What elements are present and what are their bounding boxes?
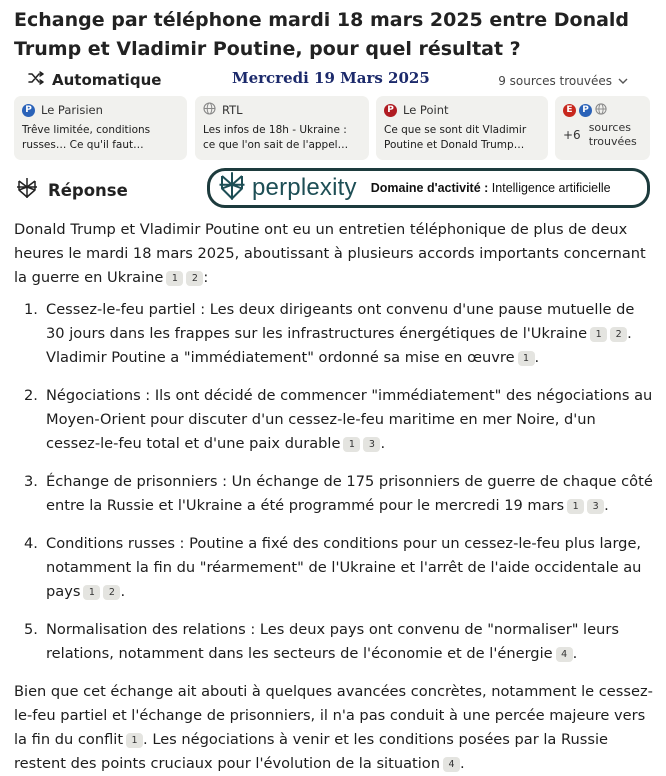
source-snippet: Les infos de 18h - Ukraine : ce que l'on sait de l'appel… bbox=[203, 124, 349, 151]
list-item-end: . bbox=[604, 497, 609, 514]
source-snippet: Trêve limitée, conditions russes… Ce qu'il faut… bbox=[22, 124, 151, 151]
page-title: Echange par téléphone mardi 18 mars 2025 entre Donald Trump et Vladimir Poutine, pour quel résultat ? bbox=[14, 9, 630, 60]
source-card-le-point[interactable] bbox=[376, 96, 548, 160]
citation-badge[interactable]: 1 bbox=[166, 271, 183, 286]
intro-text: Donald Trump et Vladimir Poutine ont eu un entretien téléphonique de plus de deux heures le mardi 18 mars 2025, aboutissant à plusieurs accords importants concernant la guerre en Ukraine bbox=[14, 221, 646, 286]
more-sources-label: sources trouvées bbox=[588, 121, 637, 148]
answer-content bbox=[14, 218, 654, 776]
domain-line bbox=[371, 181, 611, 195]
answer-heading bbox=[16, 177, 128, 203]
citation-badge[interactable]: 1 bbox=[83, 585, 100, 600]
list-item bbox=[14, 384, 654, 456]
answer-toolbar bbox=[14, 68, 644, 94]
source-favicon-icon: E bbox=[563, 104, 576, 117]
shuffle-icon bbox=[28, 71, 44, 89]
source-cards bbox=[14, 96, 650, 160]
list-number: 4. bbox=[24, 535, 38, 552]
globe-icon bbox=[595, 103, 607, 118]
conclusion-text: Bien que cet échange ait abouti à quelques avancées concrètes, notamment le cessez-le-feu partiel et l'échange de prisonniers, il n'a pas conduit à une percée majeure vers la fin du conflit bbox=[14, 683, 653, 748]
mode-label: Automatique bbox=[52, 71, 162, 89]
list-item-text: . Vladimir Poutine a "immédiatement" ordonné sa mise en œuvre bbox=[46, 325, 632, 366]
citation-badge[interactable]: 1 bbox=[518, 351, 535, 366]
answer-header bbox=[14, 168, 654, 212]
source-site-name: Le Point bbox=[403, 103, 449, 117]
citation-badge[interactable]: 4 bbox=[443, 757, 460, 772]
intro-paragraph bbox=[14, 218, 654, 290]
citation-badge[interactable]: 4 bbox=[556, 647, 573, 662]
answer-label: Réponse bbox=[48, 180, 128, 200]
source-card-le-parisien[interactable] bbox=[14, 96, 187, 160]
citation-badge[interactable]: 3 bbox=[363, 437, 380, 452]
source-favicon-icon: P bbox=[579, 104, 592, 117]
le-point-favicon-icon: P bbox=[384, 104, 397, 117]
list-item-end: . bbox=[380, 435, 386, 452]
list-item-text: Échange de prisonniers : Un échange de 175 prisonniers de guerre de chaque côté entre la Russie et l'Ukraine a été programmé pour le mercredi 19 mars bbox=[46, 473, 653, 514]
citation-badge[interactable]: 1 bbox=[590, 327, 607, 342]
domain-label: Domaine d'activité : bbox=[370, 181, 489, 195]
list-item bbox=[14, 618, 654, 666]
list-item-text: Négociations : Ils ont décidé de commencer "immédiatement" des négociations au Moyen-Orient pour discuter d'un cessez-le-feu maritime en mer Noire, d'un cessez-le-feu total et d'une paix durable bbox=[46, 387, 653, 452]
intro-end: : bbox=[203, 269, 209, 286]
brand-banner bbox=[207, 168, 650, 208]
mode-selector[interactable] bbox=[28, 71, 161, 89]
list-item-text: Conditions russes : Poutine a fixé des conditions pour un cessez-le-feu plus large, notamment la fin du "réarmement" de l'Ukraine et l'arrêt de l'aide occidentale au pays bbox=[46, 535, 642, 600]
citation-badge[interactable]: 2 bbox=[103, 585, 120, 600]
source-site-name: Le Parisien bbox=[41, 103, 103, 117]
list-item bbox=[14, 298, 654, 370]
citation-badge[interactable]: 1 bbox=[567, 499, 584, 514]
list-number: 5. bbox=[24, 621, 38, 638]
chevron-down-icon bbox=[618, 74, 628, 88]
source-snippet: Ce que se sont dit Vladimir Poutine et Donald Trump… bbox=[384, 124, 527, 151]
perplexity-logo-icon bbox=[16, 177, 38, 203]
globe-icon bbox=[203, 102, 216, 118]
citation-badge[interactable]: 1 bbox=[126, 733, 143, 748]
conclusion-text: . Les négociations à venir et les conditions posées par la Russie restent des points cruciaux pour l'évolution de la situation bbox=[14, 731, 608, 772]
citation-badge[interactable]: 3 bbox=[587, 499, 604, 514]
more-sources-count: +6 bbox=[563, 128, 581, 142]
sources-dropdown[interactable] bbox=[498, 74, 628, 88]
list-item-text: Normalisation des relations : Les deux pays ont convenu de "normaliser" leurs relations, notamment dans les secteurs de l'économie et de l'énergie bbox=[46, 621, 619, 662]
agreements-list bbox=[14, 298, 654, 666]
source-card-rtl[interactable] bbox=[195, 96, 369, 160]
citation-badge[interactable]: 2 bbox=[186, 271, 203, 286]
list-number: 2. bbox=[24, 387, 38, 404]
more-sources-card[interactable] bbox=[555, 96, 650, 160]
list-item bbox=[14, 470, 654, 518]
list-number: 3. bbox=[24, 473, 38, 490]
citation-badge[interactable]: 1 bbox=[343, 437, 360, 452]
citation-badge[interactable]: 2 bbox=[610, 327, 627, 342]
list-item-text: Cessez-le-feu partiel : Les deux dirigeants ont convenu d'une pause mutuelle de 30 jours dans les frappes sur les infrastructures énergétiques de l'Ukraine bbox=[46, 301, 635, 342]
list-item-end: . bbox=[572, 645, 578, 662]
list-item-end: . bbox=[120, 583, 126, 600]
domain-value: Intelligence artificielle bbox=[491, 181, 611, 195]
brand-wordmark: perplexity bbox=[252, 174, 357, 201]
le-parisien-favicon-icon: P bbox=[22, 104, 35, 117]
list-number: 1. bbox=[24, 301, 38, 318]
sources-count-label: 9 sources trouvées bbox=[498, 74, 612, 88]
perplexity-brand-icon bbox=[218, 171, 246, 205]
date-stamp: Mercredi 19 Mars 2025 bbox=[232, 69, 430, 87]
source-site-name: RTL bbox=[222, 103, 243, 117]
list-item-end: . bbox=[534, 349, 540, 366]
conclusion-end: . bbox=[459, 755, 465, 772]
list-item bbox=[14, 532, 654, 604]
